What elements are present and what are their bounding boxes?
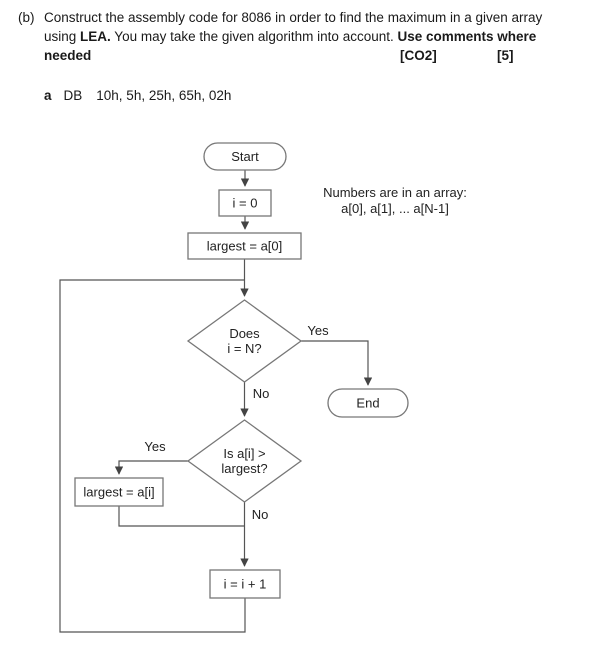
question-text (18, 8, 606, 65)
lea-keyword: LEA. (80, 29, 111, 44)
edge-update-to-mainline (119, 506, 245, 526)
update-largest-label: largest = a[i] (83, 484, 155, 500)
decision1-yes-label: Yes (307, 323, 329, 338)
array-note-line1: Numbers are in an array: (323, 185, 467, 200)
init-label: i = 0 (232, 195, 258, 211)
increment-label: i = i + 1 (223, 576, 267, 592)
array-declaration (44, 88, 231, 103)
comments-note-part2: needed (44, 48, 92, 63)
question-line-2-text-a: using (44, 29, 81, 44)
array-label: a (44, 88, 52, 103)
question-line-1-text: Construct the assembly code for 8086 in order to find the maximum in a given array (44, 10, 543, 25)
question-line-2 (44, 27, 606, 46)
decision1-label-line2: i = N? (227, 341, 262, 356)
co-tag: [CO2] (400, 48, 437, 63)
edge-decision2-yes-to-update (119, 461, 190, 474)
question-line-3 (44, 46, 606, 65)
question-body (44, 8, 606, 65)
marks-tag: [5] (497, 48, 514, 63)
edge-decision1-yes-to-end (299, 341, 368, 385)
comments-note-part1: Use comments where (397, 29, 537, 44)
decision2-no-label: No (251, 507, 269, 522)
part-label: (b) (18, 10, 35, 25)
assign-largest-label: largest = a[0] (206, 238, 283, 254)
decision2-label-line1: Is a[i] > (223, 446, 266, 461)
end-label: End (356, 395, 380, 411)
decision1-no-label: No (252, 386, 270, 401)
array-note-line2: a[0], a[1], ... a[N-1] (341, 201, 449, 216)
decision2-yes-label: Yes (144, 439, 166, 454)
question-line-2-text-b: You may take the given algorithm into account. (110, 29, 398, 44)
flowchart-canvas (0, 138, 616, 648)
start-label: Start (231, 149, 259, 164)
db-directive: DB (63, 88, 83, 103)
question-line-1 (44, 8, 606, 27)
decision1-label-line1: Does (229, 326, 260, 341)
decision2-label-line2: largest? (221, 461, 268, 476)
array-values: 10h, 5h, 25h, 65h, 02h (96, 88, 232, 103)
flowchart (0, 138, 616, 649)
